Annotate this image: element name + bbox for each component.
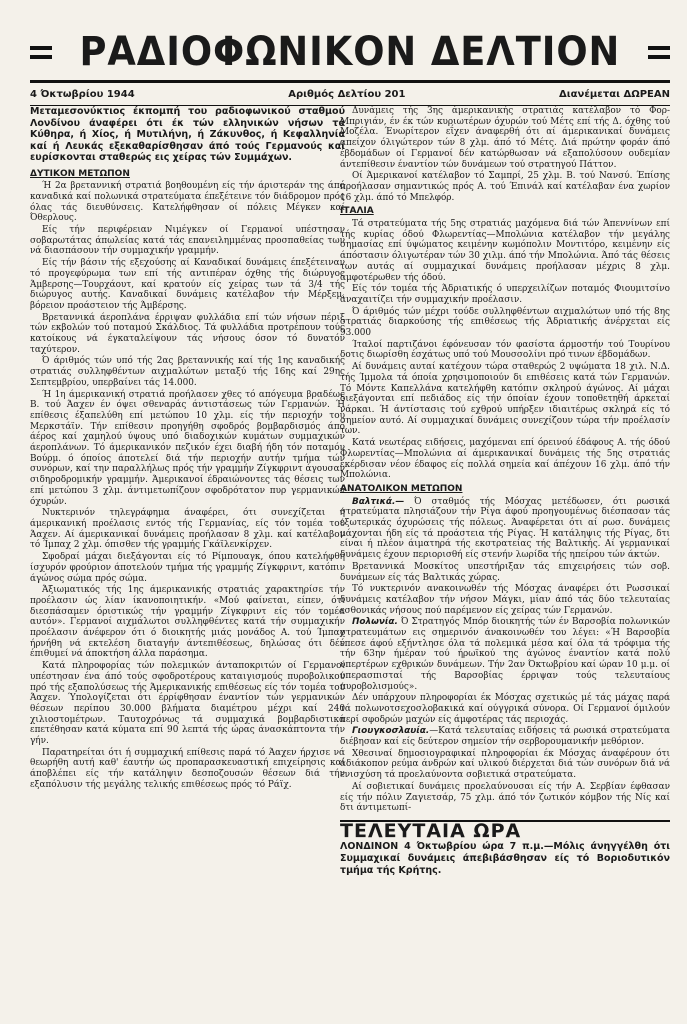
lead-paragraph: Μεταμεσονύκτιος έκπομπή του ραδιοφωνικού σταθμού Λονδίνου άναφέρει ότι έκ τών ελληνικών νήσων τά Κύθηρα, ή Χίος, ή Μυτιλήνη, ή Ζάκυνθος, ή Κεφαλληνία καί ή Λευκάς εξεκαθαρίσθησαν άπό τούς Γερμανούς καί ευρίσκονται σταθερώς εις χείρας τών Συμμάχων. [30,106,345,163]
dateline [30,80,670,106]
article-paragraph: Τά στρατεύματα τής 5ης στρατιάς μαχόμενα διά τών Άπεννίνων επί τής κυρίας όδού Φλωρεντίας—Μπολώνια κατέλαβον τήν μεγάλης σημασίας επί ύψώματος κειμένην κωμόπολιν Μοντιτόρο, κειμένην είς άπόστασιν όλιγωτέραν τών 30 χιλμ. άπό τήν Μπολώνια. Άπό τάς θέσεις των αυτάς αί συμμαχικαί δυνάμεις προήλασαν μέχρις 8 χλμ. άμφοτέρωθεν τής όδού. [340,219,670,283]
article-paragraph: Ή 2α βρεταννική στρατιά βοηθουμένη είς τήν άριστεράν της άπό καναδικά καί πολωνικά στρατεύματα έπεξέτεινε τόν διάδρομον πρός όλας τάς διευθύνσεις. Κατελήφθησαν οί πόλεις Μέγκεν καί Όθερλους. [30,181,345,224]
article-paragraph: Οί Άμερικανοί κατέλαβον τό Σαμπρί, 25 χλμ. Β. τού Νανσύ. Έπίσης προήλασαν σημαντικώς πρός Α. τού Έπινάλ καί κατέλαβαν ένα χωρίον 16 χλμ. άπό τό Μπελφόρ. [340,171,670,203]
article-paragraph: Δέν υπάρχουν πληροφορίαι έκ Μόσχας σχετικώς μέ τάς μάχας παρά τά πολωνοτσεχοσλοβακικά καί ούγγρικά σύνορα. Οί Γερμανοί όμιλούν περί σφοδρών μαχών είς άμφοτέρας τάς περιοχάς. [340,693,670,725]
masthead-title: ΡΑΔΙΟΦΩΝΙΚΟΝ ΔΕΛΤΙΟΝ [79,29,621,75]
article-paragraph: Τό νυκτερινόν ανακοινωθέν τής Μόσχας άναφέρει ότι Ρωσσικαί δυνάμεις κατέλαβον τήν νήσον Μάγκι, μίαν άπό τάς δύο τελευταίας εσθονικάς νήσους πού παρέμενον είς χείρας τών Γερμανών. [340,584,670,616]
article-paragraph: Είς τήν βάσιν τής εξεχούσης αί Καναδικαί δυνάμεις έπεξέτειναν τό προγεφύρωμα των επί τής αντιπέραν όχθης τής διώρυγος Άμβερσης—Τουρχάουτ, καί κρατούν είς χείρας των τά 3/4 τής διώρυγος αυτής. Καναδικαί δυνάμεις κατέλαβον τήν Μέρξεμ, βόρειον προάστειον τής Άμβέρσης. [30,258,345,311]
article-paragraph [340,726,670,747]
article-paragraph: Είς τόν τομέα τής Άδριατικής ό υπερχειλίζων ποταμός Φιουμιτσίνο άναχαιτίζει τήν συμμαχικήν προέλασιν. [340,284,670,305]
double-bar-icon [30,46,52,59]
double-bar-icon [648,46,670,59]
paragraph-text: —Κατά τελευταίας ειδήσεις τά ρωσικά στρατεύματα διέβησαν καί είς δεύτερον σημείον τήν σερβορουμανικήν μεθόριον. [340,726,670,748]
last-hour-text: ΛΟΝΔΙΝΟΝ 4 Όκτωβρίου ώρα 7 π.μ.—Μόλις άνηγγέλθη ότι Συμμαχικαί δυνάμεις άπεβιβάσθησαν είς τό Βοριοδυτικόν τμήμα τής Κρήτης. [340,840,670,876]
paragraph-text: Ό Στρατηγός Μπόρ διοικητής τών έν Βαρσοβία πολωνικών στρατευμάτων εις σημερινόν άνακοινωθέν του λέγει: «Ή Βαρσοβία έπεσε άφού εξήντλησε όλα τά πολεμικά μέσα καί όλα τά τρόφιμα τής τήν 63ην ήμέραν τού ήρωϊκού της άγώνος έναντίον κατά πολύ υπερτέρων εχθρικών δυνάμεων. Τήν 2αν Όκτωβρίου καί ώραν 10 μ.μ. οί υπερασπισταί τής Βαρσοβίας έρριψαν τούς τελευταίους πυροβολισμούς». [340,617,670,692]
article-paragraph: Είς τήν περιφέρειαν Νιμέγκεν οί Γερμανοί υπέστησαν σοβαρωτάτας άπωλείας κατά τάς επανειλημμένας προσπαθείας των νά διασπάσουν τήν συμμαχικήν γραμμήν. [30,225,345,257]
article-paragraph: Αί δυνάμεις αυταί κατέχουν τώρα σταθερώς 2 υψώματα 18 χιλ. Ν.Δ. τής Ίμμολα τά όποία χρησιμοποιούν δι επιθέσεις κατά τών Γερμανών. Τό Μόντε Καπελλάνα κατελήφθη κατόπιν σκληρού άγώνος. Αί μάχαι διεξάγονται επί πεδιάδος είς τήν όποίαν έχουν τοποθετηθή άρκεταί νάρκαι. Ή άντίστασις τού εχθρού υπήρξεν ιδιαιτέρως σκληρά είς τό σημείον αυτό. Αί συμμαχικαί δυνάμεις συνεχίζουν τώρα τήν προέλασίν των. [340,362,670,437]
article-paragraph: Βρεταννικά Μοσκίτος υπεστήριξαν τάς επιχειρήσεις τών σοβ. δυνάμεων είς τάς Βαλτικάς χώρας. [340,561,670,583]
article-paragraph: Ό άριθμός τών μέχρι τούδε συλληφθέντων αιχμαλώτων υπό τής 8ης στρατιάς διαρκούσης τής επιθέσεως τής Άδριατικής άνέρχεται είς 93.000 [340,306,670,339]
run-in-heading: Γιουγκοσλαυία. [352,726,430,737]
distribution-note: Διανέμεται ΔΩΡΕΑΝ [559,88,670,100]
article-paragraph: Κατά πληροφορίας τών πολεμικών άνταποκριτών οί Γερμανοί υπέστησαν ένα άπό τούς σφοδροτέρους καταιγισμούς πυροβολικού πρό τής εξαπολύσεως τής Άμερικανικής επιθέσεως είς τόν τομέα τού Άαχεν. Ύπολογίζεται ότι έρρίφθησαν έναντίον τών γερμανικών θέσεων περίπου 30.000 βλήματα διαμέτρου μέχρι καί 240 χιλιοστομέτρων. Ταυτοχρόνως τά συμμαχικά βομβαρδιστικά επετέθησαν κατά κύματα επί 90 λεπτά τής ώρας άνασκάπτοντα τήν γήν. [30,661,345,747]
right-column [340,106,670,877]
run-in-heading: Πολωνία. [352,617,398,628]
article-paragraph: Βρεταννικά άεροπλάνα έρριψαν φυλλάδια επί τών νήσων πέριξ τών εκβολών τού ποταμού Σκάλδιος. Τά φυλλάδια προτρέπουν τούς κατοίκους νά έγκαταλείψουν τάς νήσους όσον τό δυνατόν ταχύτερον. [30,312,345,355]
masthead [30,26,670,78]
section-heading-east: ΑΝΑΤΟΛΙΚΟΝ ΜΕΤΩΠΟΝ [340,483,463,494]
article-paragraph: Κατά νεωτέρας ειδήσεις, μαχόμεναι επί όρεινού έδάφους Α. τής όδού Φλωρεντίας—Μπολώνια αί άμερικανικαί δυνάμεις τής 5ης στρατιάς εκέρδισαν νέον έδαφος είς πολλά σημεία καί άπέχουν 16 χλμ. άπό τήν Μπολώνια. [340,438,670,481]
article-paragraph: Ό άριθμός τών υπό τής 2ας βρεταννικής καί τής 1ης καναδικής στρατιάς συλληφθέντων αιχμαλώτων μεταξύ τής 16ης καί 29ης Σεπτεμβρίου, υπερβαίνει τάς 14.000. [30,356,345,388]
paragraph-text: Ό σταθμός τής Μόσχας μετέδωσεν, ότι ρωσικά στρατεύματα πλησιάζουν τήν Ρίγα άφού προηγουμένως διέσπασαν τάς εξωτερικάς όχυρώσεις τής πόλεως. Άναφέρεται ότι αί ρωσ. δυνάμεις μάχονται ήδη είς τά προάστεια τής Ρίγας. Ή κατάληψις τής Ρίγας, δτι είναι ή πλέον άιματηρά τής εκστρατείας τής Βαλτικής. Αί γερμανικαί δυνάμεις έχουν περιορισθή είς στενήν λωρίδα τής ηπείρου τών άκτών. [340,496,670,561]
article-paragraph: Άξιωματικός τής 1ης άμερικανικής στρατιάς χαρακτηρίσε τήν προέλασιν ώς λίαν ίκανοποιητικήν. «Μού φαίνεται, είπεν, ότι διεσπάσαμεν όριστικώς τήν γραμμήν Ζίγκφριντ είς τόν τομέα αυτόν». Γερμανοί αιχμάλωτοι συλληφθέντες κατά τήν συμμαχικήν προέλασιν άνέφερον ότι ό διοικητής μιάς μονάδος Α. τού Ίμπαχ ήρνήθη νά εκτελέση διαταγήν άντεπιθέσεως, δηλώσας ότι δέν έπιθυμεί νά άποκτήση άλλα παράσημα. [30,585,345,660]
article-paragraph [340,497,670,561]
article-paragraph: Σφοδραί μάχαι διεξάγονται είς τό Ρίμπουαγκ, όπου κατελήφθη ίσχυρόν φρούριον άποτελούν τμήμα τής γραμμής Ζίγκφριντ, κατόπιν άγώνος σώμα πρός σώμα. [30,552,345,584]
article-paragraph: Αί σοβιετικαί δυνάμεις προελαύνουσαι είς τήν Α. Σερβίαν έφθασαν είς τήν πόλιν Ζαγιετσάρ, 75 χλμ. άπό τόν ζωτικόν κόμβον τής Νίς καί δτι άντιμετωπί- [340,781,670,814]
article-paragraph: Παρατηρείται ότι ή συμμαχική επίθεσις παρά τό Άαχεν ήρχισε νά θεωρήθη αυτή καθ' έαυτήν ώς προπαρασκευαστική επιχείρησις καί άποβλέπει είς τήν κατάληψιν δεσποζουσών θέσεων διά τήν εξαπόλυσιν τής μεγάλης τελικής επιθέσεως πρός τό Ράϊχ. [30,747,345,790]
run-in-heading: Βαλτικά.— [352,496,405,507]
article-paragraph: Νυκτερινόν τηλεγράφημα άναφέρει, ότι συνεχίζεται ή άμερικανική προέλασις εντός τής Γερμανίας, είς τόν τομέα τού Άαχεν. Αί άμερικανικαί δυνάμεις προήλασαν 8 χλμ. καί κατέλαβον τό Ίμπαχ 2 χλμ. όπισθεν τής γραμμής Γκάϊλενκίρχεν. [30,508,345,551]
last-hour-title: ΤΕΛΕΥΤΑΙΑ ΩΡΑ [340,820,670,837]
left-column [30,106,345,792]
section-heading-italy: ΙΤΑΛΙΑ [340,206,374,217]
article-paragraph: Ίταλοί παρτιζάνοι έφόνευσαν τόν φασίστα άρμοστήν τού Τουρίνου δοτις διωρίσθη έσχάτως υπό τού Μουσσολίνι πρό τινων έβδομάδων. [340,339,670,361]
issue-number: Αριθμός Δελτίου 201 [288,88,406,100]
article-paragraph: Χθεσιναί δημοσιογραφικαί πληροφορίαι έκ Μόσχας άναφέρουν ότι άδιάκοπον ρεύμα άνδρών καί υλικού διέρχεται διά τών συνόρων διά νά ενισχύση τά προελαύνοντα σοβιετικά στρατεύματα. [340,748,670,781]
article-paragraph: Ή 1η άμερικανική στρατιά προήλασεν χθες τό απόγευμα βραδέως Β. τού Άαχεν έν όψει σθεναράς άντιστάσεως τών Γερμανών. Ή επίθεσις έξαπελύθη επί μετώπου 10 χλμ. είς τήν περιοχήν τού Μερκστάϊν. Τήν επίθεσιν προηγήθη σφοδρός βομβαρδισμός άπό άέρος καί χαμηλού ύψους υπό διαδοχικών κυμάτων συμμαχικών άεροπλάνων. Τό άμερικανικόν πεζικόν έχει διαβή ήδη τόν ποταμόν Βούρμ. ό όποίος άποτελεί διά τήν περιοχήν αυτήν τμήμα τών συνόρων, καί την παραλλήλως πρός τήν γραμμήν Ζίγκφριντ άγουσαν σιδηροδρομικήν γραμμήν. Άμερικανοί έδραιώνοντες τάς θέσεις των επί μετώπου 3 χλμ. άντιμετωπίζουν σφοδρότατον πυρ γερμανικών όχυρών. [30,389,345,507]
issue-date: 4 Όκτωβρίου 1944 [30,88,135,100]
article-paragraph [340,617,670,692]
article-paragraph: Δυνάμεις τής 3ης άμερικανικής στρατιάς κατέλαβον τό Φορ-Μπριγιάν, έν έκ τών κυριωτέρων όχυρών τού Μέτς επί τής Δ. όχθης τού Μοζέλα. Ένωρίτερον εΐχεν άναφερθή ότι αί άμερικανικαί δυνάμεις απείχον όλιγώτερον τών 8 χλμ. άπό τό Μέτς. Διά πρώτην φοράν άπό έβδομάδων οί Γερμανοί δέν κατώρθωσαν νά εξαπολύσουν ουδεμίαν άντεπίθεσιν έναντίον τών δυνάμεων τού στρατηγού Πάττον. [340,106,670,170]
section-heading-west: ΔΥΤΙΚΟΝ ΜΕΤΩΠΟΝ [30,168,130,179]
